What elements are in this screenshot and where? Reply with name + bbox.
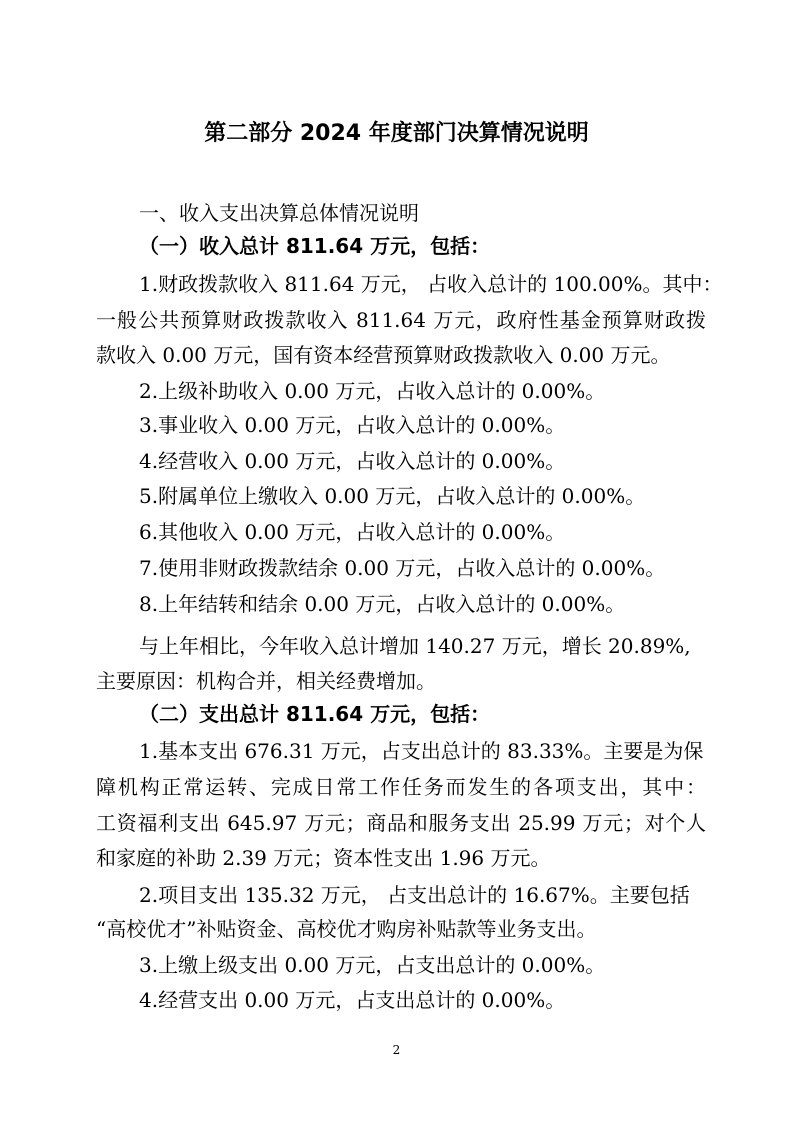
expenditure-item-3: 3.上缴上级支出 0.00 万元，占支出总计的 0.00%。 [139, 953, 606, 977]
income-item-1-line-3: 款收入 0.00 万元，国有资本经营预算财政拨款收入 0.00 万元。 [96, 343, 671, 367]
income-item-7: 7.使用非财政拨款结余 0.00 万元，占收入总计的 0.00%。 [139, 556, 666, 580]
income-comparison-line-1: 与上年相比，今年收入总计增加 140.27 万元，增长 20.89%, [139, 634, 691, 658]
expenditure-item-1-line-3: 工资福利支出 645.97 万元；商品和服务支出 25.99 万元；对个人 [96, 811, 706, 835]
income-item-4: 4.经营收入 0.00 万元，占收入总计的 0.00%。 [139, 449, 566, 473]
income-item-1-line-1: 1.财政拨款收入 811.64 万元， 占收入总计的 100.00%。其中： [139, 272, 723, 296]
income-item-3: 3.事业收入 0.00 万元，占收入总计的 0.00%。 [139, 413, 566, 437]
income-item-2: 2.上级补助收入 0.00 万元，占收入总计的 0.00%。 [139, 379, 606, 403]
income-item-8: 8.上年结转和结余 0.00 万元，占收入总计的 0.00%。 [139, 592, 626, 616]
expenditure-item-1-line-4: 和家庭的补助 2.39 万元；资本性支出 1.96 万元。 [96, 846, 551, 870]
expenditure-item-1-line-1: 1.基本支出 676.31 万元，占支出总计的 83.33%。主要是为保 [139, 739, 704, 763]
expenditure-total-heading: （二）支出总计 811.64 万元，包括： [139, 702, 491, 726]
page-title: 第二部分 2024 年度部门决算情况说明 [204, 121, 589, 146]
income-item-1-line-2: 一般公共预算财政拨款收入 811.64 万元，政府性基金预算财政拨 [96, 308, 706, 332]
page-number: 2 [392, 1043, 401, 1057]
expenditure-item-2-line-1: 2.项目支出 135.32 万元， 占支出总计的 16.67%。主要包括 [139, 883, 690, 907]
income-total-heading: （一）收入总计 811.64 万元，包括： [139, 234, 491, 258]
section-heading-overview: 一、收入支出决算总体情况说明 [139, 201, 419, 225]
income-item-5: 5.附属单位上缴收入 0.00 万元，占收入总计的 0.00%。 [139, 484, 646, 508]
income-comparison-line-2: 主要原因：机构合并，相关经费增加。 [96, 669, 436, 693]
income-item-6: 6.其他收入 0.00 万元，占收入总计的 0.00%。 [139, 520, 566, 544]
expenditure-item-4: 4.经营支出 0.00 万元，占支出总计的 0.00%。 [139, 988, 566, 1012]
expenditure-item-1-line-2: 障机构正常运转、完成日常工作任务而发生的各项支出，其中： [96, 775, 706, 799]
expenditure-item-2-line-2: “高校优才”补贴资金、高校优才购房补贴款等业务支出。 [96, 917, 597, 941]
